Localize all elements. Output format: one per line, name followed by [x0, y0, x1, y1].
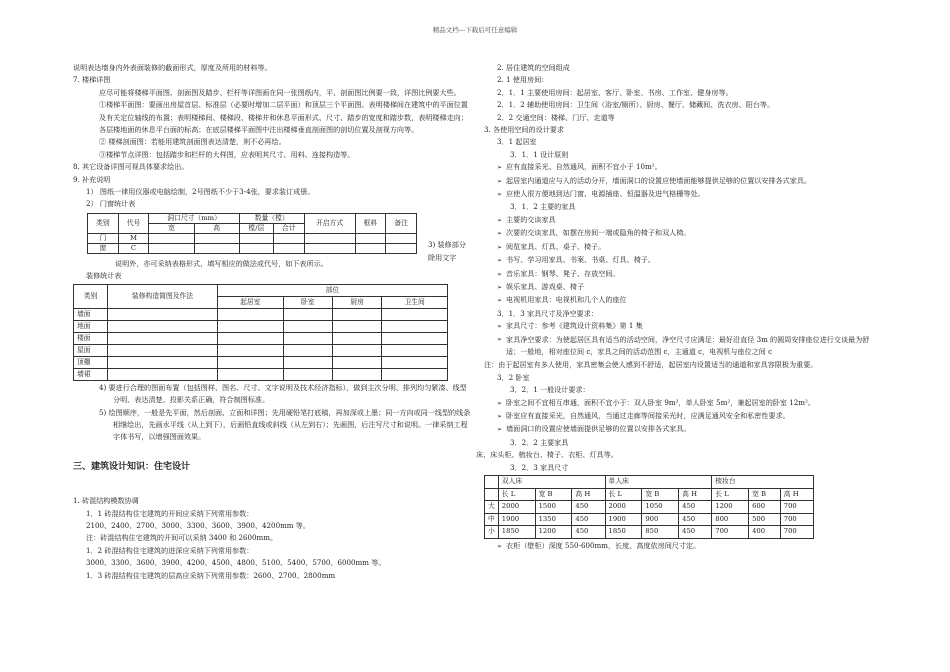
- table-cell: 地面: [74, 320, 108, 332]
- text-line: 注：砖混结构住宅建筑的开间可以采纳 3400 和 2600mm。: [86, 533, 278, 543]
- table-cell: 450: [679, 513, 712, 526]
- side-note: 3) 装修部分除用文字: [428, 240, 466, 262]
- table-row: [88, 233, 417, 243]
- list-item: [484, 410, 879, 423]
- paragraph: 5) 绘图顺序，一般是先平面，然后剖面、立面和详图；先用硬铅笔打底稿，再加深或上墨；同一方向或同一线型的线条相继绘出，先画水平线（从上到下），后画铅直线或斜线（从左到右）；先画图，后注写尺寸和说明。一律采纳工程字体书写，以增强图面效果。: [99, 407, 471, 442]
- text-line: 2100、2400、2700、3000、3300、3600、3900、4200mm 等。: [86, 520, 310, 530]
- text-line: 2．2 交通空间：楼梯、门厅、走道等: [497, 112, 615, 122]
- text-line: 8. 其它设备详图可视具体要求绘出。: [73, 162, 189, 172]
- table-cell: 450: [572, 526, 605, 539]
- table-subheader: 樘/层: [239, 223, 273, 233]
- table-header: 类别: [74, 284, 108, 308]
- table-subheader: 高: [194, 223, 239, 233]
- list-item-text: 电视机用家具：电视机和几个人的座位: [506, 295, 627, 305]
- text-line: 3．2．1 一般设计要求：: [510, 385, 590, 395]
- text-line: 3．1．2 主要的家具: [510, 202, 576, 212]
- arrow-bullet-icon: ➢: [497, 412, 503, 420]
- table-row: [485, 526, 814, 539]
- text-line: 1．3 砖混结构住宅建筑的层高应采纳下列常用参数：2600、2700、2800mm: [86, 570, 336, 580]
- text-line: 3．1．1 设计原则: [510, 149, 569, 159]
- table-subheader: 宽 B: [642, 488, 679, 501]
- arrow-bullet-icon: ➢: [497, 177, 503, 185]
- list-item-text: 应有直接采光、自然通风，面积不宜小于 10m²。: [506, 162, 662, 172]
- table-cell: 450: [679, 501, 712, 514]
- list-item-text: 主要的交谈家具: [506, 214, 556, 224]
- table-cell: 450: [679, 526, 712, 539]
- text-line: 2．1．1 主要使用房间：起居室、客厅、卧室、书房、工作室、健身房等。: [497, 87, 733, 97]
- table-cell: 450: [572, 513, 605, 526]
- page-header: 精品文档---下载后可任意编辑: [432, 26, 518, 34]
- heading-stair-detail: 7. 楼梯详图: [73, 75, 111, 85]
- list-item-text: 衣柜（壁柜）深度 550-600mm，长度、高度依房间尺寸定。: [506, 540, 701, 550]
- table-cell: 450: [572, 501, 605, 514]
- table-cell: 窗: [88, 243, 119, 253]
- right-column: [476, 62, 879, 553]
- table-row: [74, 320, 448, 332]
- arrow-bullet-icon: ➢: [497, 257, 503, 265]
- text-line: 2） 门窗统计表: [86, 199, 136, 209]
- list-item: [484, 540, 879, 553]
- text-line: 1. 砖混结构模数协调: [73, 496, 139, 506]
- table-cell: 850: [642, 526, 679, 539]
- arrow-bullet-icon: ➢: [497, 270, 503, 278]
- arrow-bullet-icon: ➢: [497, 399, 503, 407]
- list-item: [484, 161, 879, 174]
- table-caption: 装修统计表: [86, 271, 122, 281]
- text-line: 1．2 砖混结构住宅建筑的进深应采纳下列常用参数：: [86, 545, 254, 555]
- table-subheader: 长 L: [498, 488, 535, 501]
- note-paragraph: 注：由于起居室有多人使用，家具密集会使人感到不舒适，起居室内设置适当的通道和家具容限极为重要。: [484, 360, 818, 370]
- table-cell: 1900: [605, 513, 642, 526]
- text-line: 3．1．3 家具尺寸及净空要求：: [497, 308, 598, 318]
- table-header: 单人床: [605, 476, 712, 489]
- text-line: 2．1．2 辅助使用房间：卫生间（浴室/厕所）、厨房、餐厅、储藏间、洗衣房、阳台等。: [497, 100, 775, 110]
- text-line: 说明外，亦可采纳表格形式，填写相应的做法或代号，如下表所示。: [115, 258, 328, 268]
- text-line: 2. 1 使用房间：: [497, 75, 549, 85]
- table-header: 梳妆台: [712, 476, 814, 489]
- table-cell: 500: [749, 513, 781, 526]
- table-cell: 400: [749, 526, 781, 539]
- list-item-text: 起居室内通道应与人的活动分开，墙面洞口的设置应使墙面能够提供足够的位置以安排各式家具。: [506, 175, 812, 185]
- table-subheader: 高 H: [780, 488, 813, 501]
- table-row: [74, 308, 448, 320]
- table-cell: 1350: [535, 513, 572, 526]
- table-subheader: 卧室: [283, 296, 332, 308]
- arrow-bullet-icon: ➢: [497, 164, 503, 172]
- text-line: 3．2 卧室: [497, 372, 530, 382]
- table-cell: 顶棚: [74, 356, 108, 368]
- table-cell: 门: [88, 233, 119, 243]
- table-cell: 1850: [498, 526, 535, 539]
- list-item-text: 书写、学习用家具、书案、书桌、灯具、椅子。: [506, 255, 655, 265]
- table-cell: 大: [485, 501, 499, 514]
- table-cell: 墙面: [74, 308, 108, 320]
- table-subheader: 宽 B: [749, 488, 781, 501]
- list-item: [484, 334, 879, 359]
- table-cell: 楼面: [74, 332, 108, 344]
- list-item-text: 卧室应有直接采光，自然通风，当通过走廊等间接采光时，应满足通风安全和私密性要求。: [506, 410, 790, 420]
- text-line: 3000、3300、3600、3900、4200、4500、4800、5100、5400、5700、6000mm 等。: [86, 558, 386, 568]
- list-item-text: 家具尺寸：参考《建筑设计资料集》第 1 集: [506, 321, 643, 331]
- table-cell: C: [118, 243, 149, 253]
- table-subheader: 宽 B: [535, 488, 572, 501]
- text-line: 说明表达墙身内外表面装修的截面形式，厚度及所用的材料等。: [73, 63, 272, 72]
- arrow-bullet-icon: ➢: [497, 216, 503, 224]
- table-header: 类别: [88, 213, 119, 233]
- section-heading: 三、建筑设计知识：住宅设计: [73, 461, 191, 472]
- list-item-text: 阅览家具、灯具、桌子、椅子。: [506, 241, 606, 251]
- table-subheader: 宽: [149, 223, 194, 233]
- table-row: [74, 332, 448, 344]
- text-line: 1） 图纸一律用仪器或电脑绘制，2号图纸不少于3-4张，要求装订成册。: [86, 187, 315, 197]
- list-item: [484, 268, 879, 281]
- table-subheader: 卫生间: [382, 296, 448, 308]
- table-subheader: 高 H: [679, 488, 712, 501]
- list-item-text: 次要的交谈家具，如摆在房间一端或隐角的椅子和双人椅。: [506, 228, 691, 238]
- table-header: 代号: [118, 213, 149, 233]
- list-item: [484, 281, 879, 294]
- text-line: 1．1 砖混结构住宅建筑的开间应采纳下列常用参数：: [86, 508, 254, 518]
- list-item: [484, 214, 879, 227]
- table-cell: 1850: [605, 526, 642, 539]
- table-cell: 屋面: [74, 344, 108, 356]
- table-subheader: 厨房: [332, 296, 381, 308]
- list-item-text: 娱乐家具、游戏桌、椅子: [506, 281, 585, 291]
- table-row: [74, 368, 448, 380]
- list-item: [484, 320, 879, 333]
- text-line: ② 楼梯剖面图：若能用建筑剖面图表达清楚，则不必再绘。: [99, 137, 286, 147]
- table-cell: 800: [712, 513, 749, 526]
- table-row: [88, 243, 417, 253]
- arrow-bullet-icon: ➢: [497, 323, 503, 331]
- table-cell: 700: [712, 526, 749, 539]
- text-line: 3. 各使用空间的设计要求: [484, 125, 564, 135]
- left-column: [73, 62, 471, 582]
- table-cell: 1050: [642, 501, 679, 514]
- table-cell: 700: [780, 513, 813, 526]
- table-subheader: 起居室: [218, 296, 284, 308]
- list-item-text: 音乐家具：钢琴、凳子、存放空间。: [506, 268, 620, 278]
- text-line: 床、床头柜、梳妆台、椅子、衣柜、灯具等。: [476, 450, 618, 460]
- table-header: 部位: [218, 284, 448, 296]
- table-cell: M: [118, 233, 149, 243]
- list-item: [484, 175, 879, 188]
- paragraph: 应尽可能将楼梯平面图、剖面图及踏步、栏杆等详图画在同一张图纸内，平、剖面图比例要一致，详图比例要大些。: [99, 87, 461, 97]
- table-cell: 小: [485, 526, 499, 539]
- table-header: 装修构造简图及作法: [108, 284, 218, 308]
- paragraph: ①楼梯平面图：要画出房屋首层、标准层（必要时增加二层平面）和顶层三个平面图。表明楼梯间在建筑中的平面位置及有关定位轴线的布置；表明楼梯间、楼梯段、楼梯井和休息平面形式、尺寸、踏步的宽度和踏步数，表明楼梯走向；各层楼地面的休息平台面的标高；在底层楼梯平面图中注出楼梯垂直剖面图的剖切位置及剖视方向等。: [99, 100, 468, 135]
- text-line: 2. 居住建筑的空间组成: [497, 63, 570, 72]
- text-line: ③楼梯节点详图：包括踏步和栏杆的大样图，应表明其尺寸、用料、连接构造等。: [99, 149, 355, 159]
- list-item: [484, 294, 879, 307]
- table-header: 双人床: [498, 476, 605, 489]
- table-header: 数量（樘）: [239, 213, 304, 223]
- table-subheader: 长 L: [605, 488, 642, 501]
- door-window-table: [87, 213, 417, 254]
- table-row: [485, 513, 814, 526]
- table-header: 备注: [386, 213, 417, 233]
- table-cell: 700: [780, 526, 813, 539]
- table-cell: 1500: [535, 501, 572, 514]
- list-item: [484, 227, 879, 240]
- table-cell: 1200: [535, 526, 572, 539]
- table-header: 洞口尺寸（mm）: [149, 213, 239, 223]
- list-item: [484, 397, 879, 410]
- table-header: 开启方式: [304, 213, 355, 233]
- table-cell: 700: [780, 501, 813, 514]
- list-item: [484, 241, 879, 254]
- table-subheader: 长 L: [712, 488, 749, 501]
- text-line: 3．1 起居室: [497, 137, 537, 147]
- arrow-bullet-icon: ➢: [497, 335, 503, 343]
- table-corner: [485, 476, 499, 489]
- list-item-text: 墙面洞口的设置应使墙面提供足够的位置以安排各式家具。: [506, 424, 691, 434]
- table-cell: 600: [749, 501, 781, 514]
- table-row: [74, 344, 448, 356]
- table-cell: 2000: [605, 501, 642, 514]
- text-line: 3．2．3 家具尺寸: [510, 462, 569, 472]
- arrow-bullet-icon: ➢: [497, 426, 503, 434]
- list-item-text: 家具净空要求：为使起居区具有适当的活动空间，净空尺寸应满足：最好沿直径 3m 的圆周安排座位进行交谈最为舒适；一般地，相对座位间 c，家具之间的活动范围 c，主通道 c，电视机与座位之间 c: [506, 334, 870, 356]
- table-cell: 墙裙: [74, 368, 108, 380]
- list-item-text: 应使人很方便地到达门窗、电源插座、恒温器及进气格栅等处。: [506, 189, 705, 199]
- table-cell: 1200: [712, 501, 749, 514]
- arrow-bullet-icon: ➢: [497, 191, 503, 199]
- text-line: 9. 补充说明: [73, 174, 111, 184]
- arrow-bullet-icon: ➢: [497, 542, 503, 550]
- arrow-bullet-icon: ➢: [497, 243, 503, 251]
- furniture-size-table: [484, 475, 814, 539]
- paragraph: 4) 要进行合理的图面布置（包括图样、图名、尺寸、文字说明及技术经济指标），做到主次分明、排列均匀紧凑、线型分明、表达清楚、投影关系正确，符合制图标准。: [99, 382, 467, 405]
- decoration-table: [73, 284, 448, 381]
- table-cell: 900: [642, 513, 679, 526]
- table-subheader: 高 H: [572, 488, 605, 501]
- table-row: [74, 356, 448, 368]
- table-cell: 中: [485, 513, 499, 526]
- arrow-bullet-icon: ➢: [497, 297, 503, 305]
- table-row: [485, 501, 814, 514]
- text-line: 3．2．2 主要家具: [510, 437, 569, 447]
- list-item: [484, 188, 879, 201]
- table-subheader: 合计: [273, 223, 304, 233]
- table-cell: 1900: [498, 513, 535, 526]
- table-header: 框料: [355, 213, 386, 233]
- list-item: [484, 423, 879, 436]
- list-item: [484, 254, 879, 267]
- table-cell: 2000: [498, 501, 535, 514]
- arrow-bullet-icon: ➢: [497, 283, 503, 291]
- list-item-text: 卧室之间不宜相互串通，面积不宜小于：双人卧室 9m²，单人卧室 5m²，兼起居室的卧室 12m²。: [506, 397, 815, 407]
- arrow-bullet-icon: ➢: [497, 230, 503, 238]
